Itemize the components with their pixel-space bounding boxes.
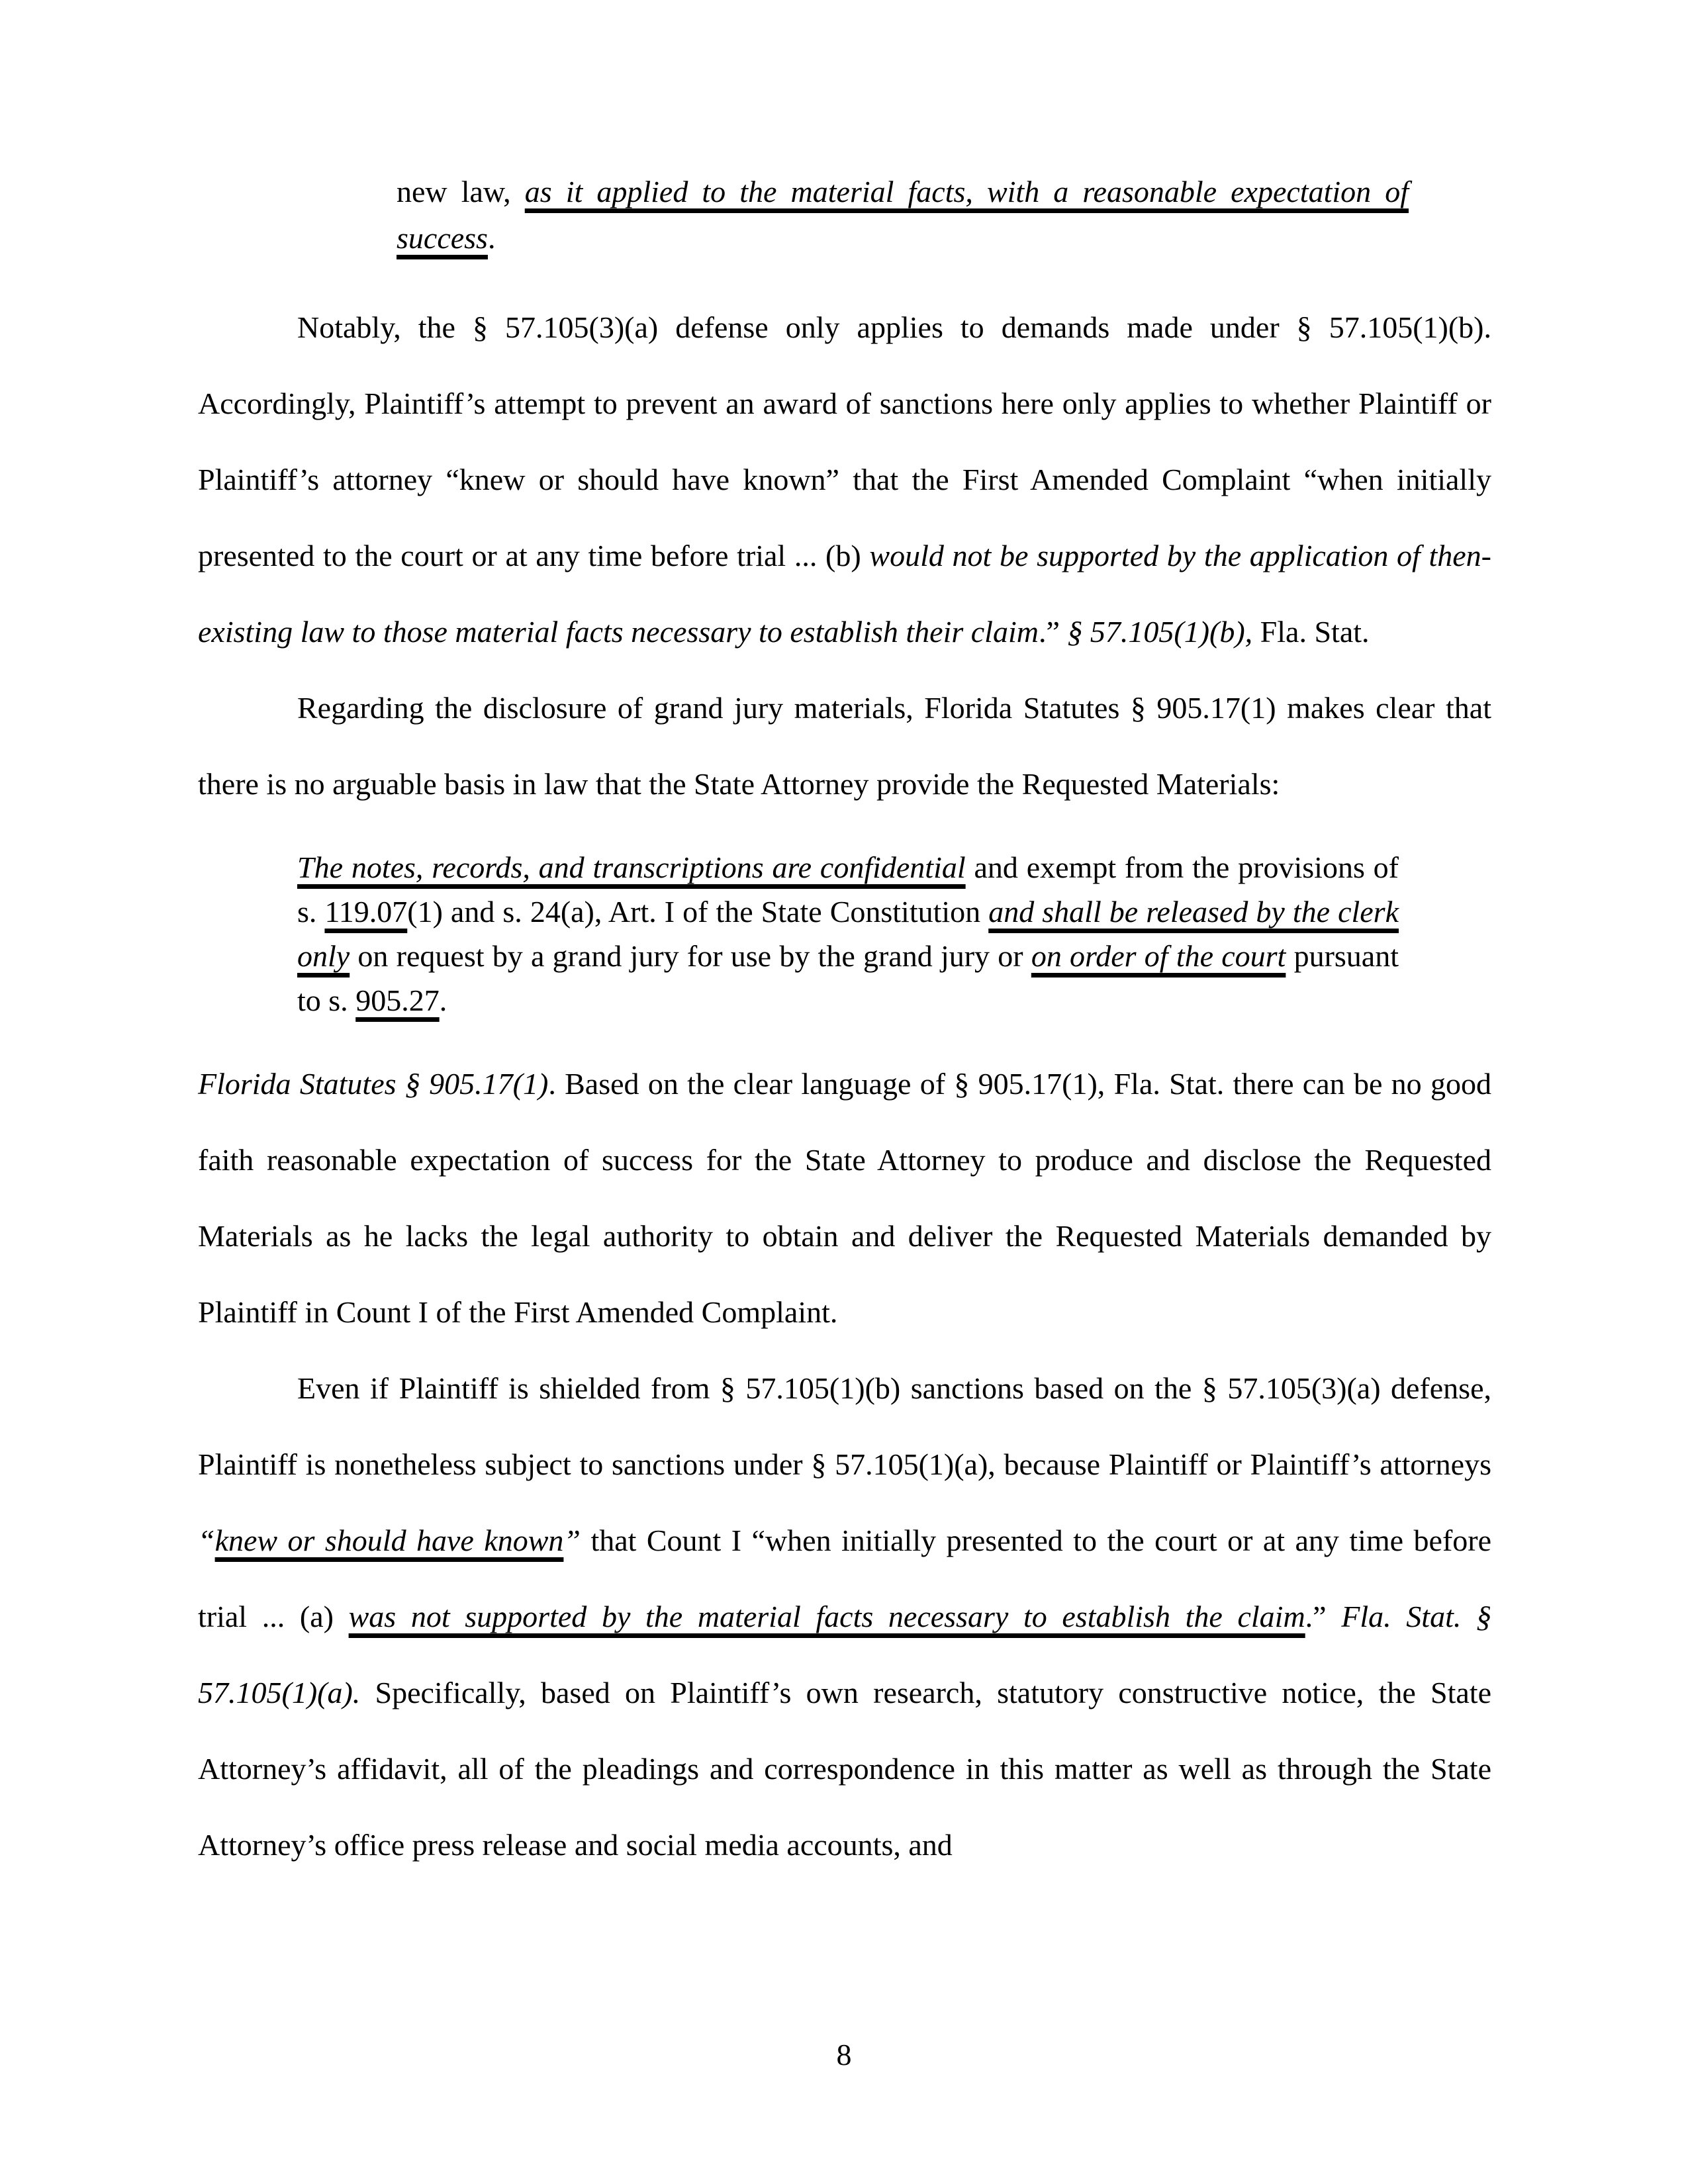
text-run: and exempt from the provisions of s. (297, 850, 1399, 929)
text-run: Fla. Stat. (1252, 615, 1370, 649)
text-run: on request by a grand jury for use by the grand jury or (350, 939, 1031, 973)
text-run: Regarding the disclosure of grand jury materials, Florida Statutes § 905.17(1) makes clear that there is no arguable basis in law that the State Attorney provide the Requested Materials: (198, 691, 1491, 801)
text-run: .” (1305, 1600, 1342, 1633)
text-run: . (487, 221, 496, 255)
text-run-italic-underline: and shall be released by the clerk only (297, 895, 1399, 973)
text-run-italic-underline: as it applied to the material facts, with a reasonable expectation of success (397, 175, 1409, 255)
text-run: Even if Plaintiff is shielded from § 57.105(1)(b) sanctions based on the § 57.105(3)(a) defense, Plaintiff is nonetheless subject to sanctions under § 57.105(1)(a), because Plaintiff or Plaintiff’s attorneys (198, 1371, 1491, 1481)
text-run: Specifically, based on Plaintiff’s own research, statutory constructive notice, the State Attorney’s affidavit, all of the pleadings and correspondence in this matter as well as through the State Attorney’s office press release and social media accounts, and (198, 1676, 1491, 1862)
text-run-italic: would not be supported by the application of then-existing law to those material facts necessary to establish their claim (198, 539, 1492, 649)
text-run-italic-underline: was not supported by the material facts necessary to establish the claim (348, 1600, 1305, 1633)
text-run-italic-underline: knew or should have known (214, 1524, 564, 1557)
text-run: Notably, the § 57.105(3)(a) defense only applies to demands made under § 57.105(1)(b). Accordingly, Plaintiff’s attempt to prevent an award of sanctions here only applies to whether Plaintiff or Plaintiff’s attorney “knew or should have known” that the First Amended Complaint “when initially presented to the court or at any time before trial ... (b) (198, 310, 1491, 572)
statute-citation: Fla. Stat. § 57.105(1)(a). (198, 1600, 1492, 1709)
paragraph-even-if (198, 1350, 1491, 1883)
text-run: new law, (397, 175, 525, 208)
text-run-italic-underline: The notes, records, and transcriptions are confidential (297, 850, 966, 884)
statute-citation: Florida Statutes § 905.17(1) (198, 1067, 549, 1101)
text-run: that Count I “when initially presented to the court or at any time before trial ... (a) (198, 1524, 1491, 1633)
text-run: . Based on the clear language of § 905.17(1), Fla. Stat. there can be no good faith reasonable expectation of success for the State Attorney to produce and disclose the Requested Materials as he lacks the legal authority to obtain and deliver the Requested Materials demanded by Plaintiff in Count I of the First Amended Complaint. (198, 1067, 1492, 1329)
paragraph-florida-statutes (198, 1046, 1491, 1350)
text-run: pursuant to s. (297, 939, 1399, 1017)
paragraph-notably (198, 289, 1491, 670)
statute-reference: 119.07 (324, 895, 408, 929)
statute-citation: § 57.105(1)(b), (1067, 615, 1253, 649)
document-body (198, 169, 1491, 1883)
statute-reference: 905.27 (355, 983, 440, 1017)
text-run-italic: ” (563, 1524, 591, 1557)
page-number: 8 (836, 2038, 852, 2071)
paragraph-regarding (198, 670, 1491, 822)
text-run: . (439, 983, 447, 1017)
text-run-italic: “ (198, 1524, 215, 1557)
opening-quote-continuation (397, 169, 1409, 261)
text-run: (1) and s. 24(a), Art. I of the State Constitution (407, 895, 989, 929)
text-run-italic-underline: on order of the court (1031, 939, 1286, 973)
statute-block-quote (297, 845, 1399, 1023)
text-run: .” (1038, 615, 1068, 649)
